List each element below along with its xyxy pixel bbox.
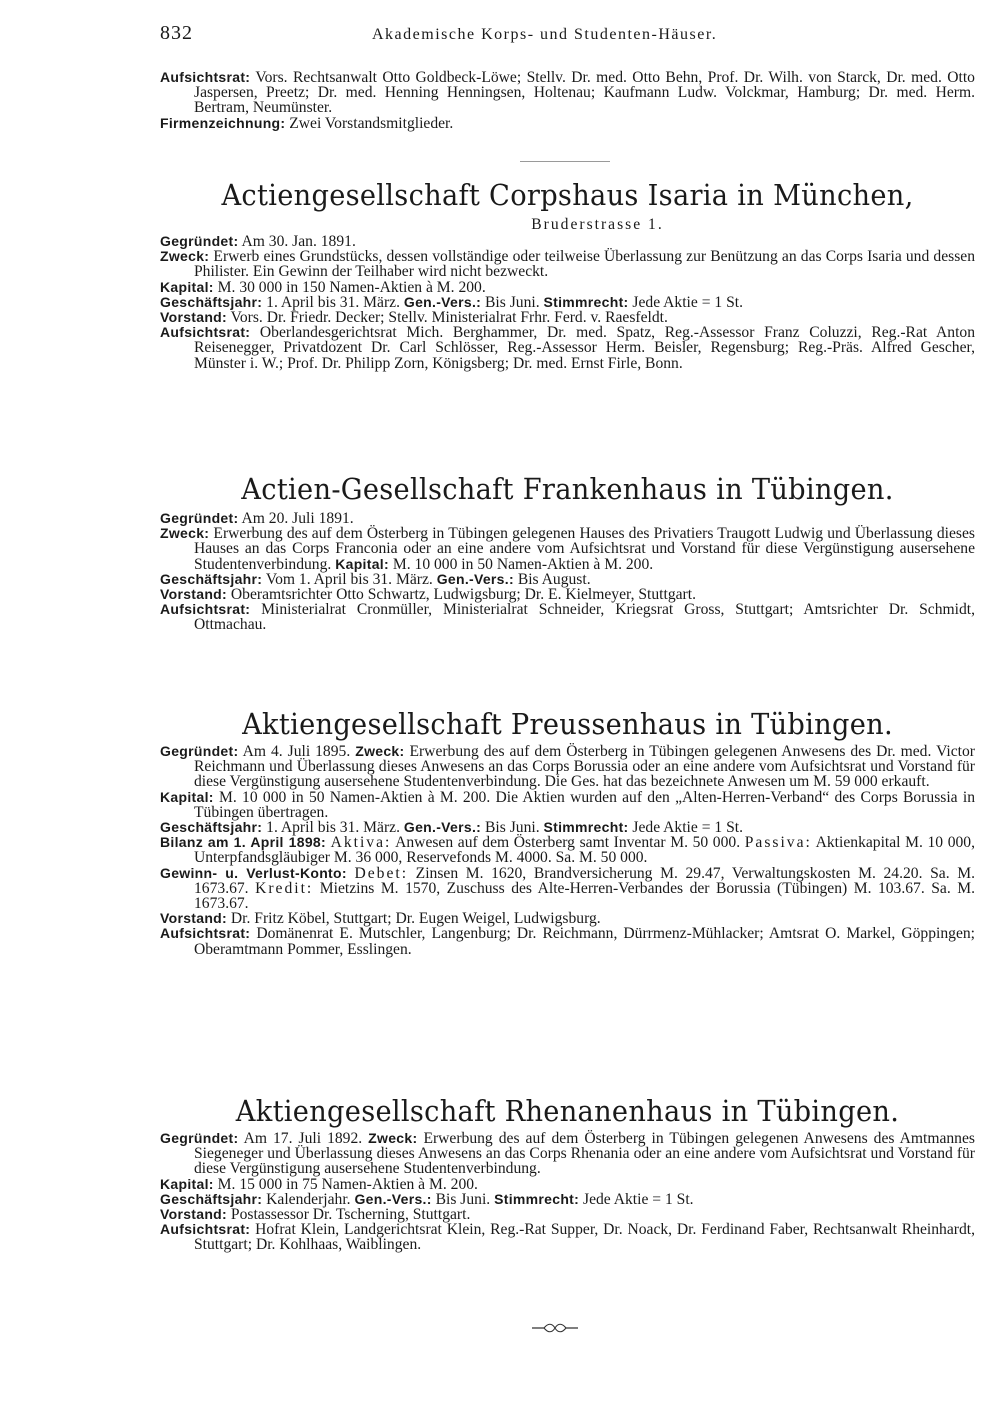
entry-text: Dr. Fritz Köbel, Stuttgart; Dr. Eugen Weigel, Ludwigsburg. xyxy=(230,910,601,928)
entry-text: Erwerbung des auf dem Österberg in Tübingen gelegenen Anwesens des Amtmannes Siegeneger und Überlassung dieses Anwesens an das Corps Rhenania oder an eine andere vom Aufsichtsrat und Vorstand für diese Vergünstigung ausersehene Studentenverbindung. xyxy=(194,1130,975,1178)
entry-label: Aufsichtsrat: xyxy=(160,601,251,618)
entry-aufsichtsrat xyxy=(160,926,975,956)
entry-aufsichtsrat xyxy=(160,325,975,371)
entry-label: Aufsichtsrat: xyxy=(160,925,251,942)
entry-text: Hofrat Klein, Landgerichtsrat Klein, Reg.-Rat Supper, Dr. Noack, Dr. Ferdinand Faber, Rechtsanwalt Rheinhardt, Stuttgart; Dr. Kohlhaas, Waiblingen. xyxy=(194,1221,975,1254)
entry-text: 1. April bis 31. März. xyxy=(266,819,400,837)
entry-kapital xyxy=(160,280,975,295)
entry-bilanz xyxy=(160,835,975,865)
entry-label: Zweck: xyxy=(355,743,405,759)
entry-gegruendet-zweck xyxy=(160,1131,975,1177)
entry-text: Jede Aktie = 1 St. xyxy=(632,819,743,837)
entry-kapital xyxy=(160,790,975,820)
entry-label: Zweck: xyxy=(368,1130,418,1146)
entry-text: Erwerbung des auf dem Österberg in Tübingen gelegenen Anwesens des Dr. med. Victor Reichmann und Überlassung dieses Anwesens an das Corps Borussia oder an eine andere vom Aufsichtsrat und Vorstand für diese Vergünstigung ausersehene Studentenverbindung. Die Ges. hat das bezeichnete Anwesen um M. 59 000 erkauft. xyxy=(194,743,975,791)
entry-gegruendet-zweck xyxy=(160,744,975,790)
entry-geschaeftsjahr xyxy=(160,572,975,587)
section-body-frankenhaus xyxy=(160,511,975,633)
entry-sublabel: Kredit: xyxy=(255,879,314,897)
entry-geschaeftsjahr xyxy=(160,1192,975,1207)
entry-gegruendet xyxy=(160,511,975,526)
entry-kapital xyxy=(160,1177,975,1192)
entry-label: Aufsichtsrat: xyxy=(160,1221,251,1238)
entry-label: Zweck: xyxy=(160,248,210,265)
entry-text: Am 30. Jan. 1891. xyxy=(241,233,356,250)
entry-text: Vom 1. April bis 31. März. xyxy=(265,570,433,588)
entry-text: Postassessor Dr. Tscherning, Stuttgart. xyxy=(230,1206,471,1224)
entry-label: Gegründet: xyxy=(160,233,239,249)
running-title: Akademische Korps- und Studenten-Häuser. xyxy=(372,26,718,43)
entry-label: Gen.-Vers.: xyxy=(354,1190,432,1207)
entry-text: Kalenderjahr. xyxy=(266,1190,351,1208)
entry-label: Stimmrecht: xyxy=(543,819,629,836)
entry-firmenzeichnung xyxy=(160,116,975,131)
entry-label: Gegründet: xyxy=(160,743,239,759)
section-title-isaria: Actiengesellschaft Corpshaus Isaria in München, xyxy=(221,178,914,212)
entry-label: Gewinn- u. Verlust-Konto: xyxy=(160,864,347,881)
entry-vorstand xyxy=(160,1207,975,1222)
entry-text: Jede Aktie = 1 St. xyxy=(583,1190,694,1208)
entry-label: Vorstand: xyxy=(160,586,227,603)
entry-gegruendet xyxy=(160,234,975,249)
entry-label: Aufsichtsrat: xyxy=(160,69,251,85)
entry-text: 1. April bis 31. März. xyxy=(266,293,400,311)
entry-text: Erwerb eines Grundstücks, dessen vollständige oder teilweise Überlassung zur Benützung an das Corps Isaria und dessen Philister. Ein Gewinn der Teilhaber wird nicht bezweckt. xyxy=(194,248,975,281)
entry-aufsichtsrat xyxy=(160,70,975,116)
entry-label: Gegründet: xyxy=(160,510,239,526)
entry-text: Zwei Vorstandsmitglieder. xyxy=(289,114,454,132)
entry-text: Vors. Rechtsanwalt Otto Goldbeck-Löwe; Stellv. Dr. med. Otto Behn, Prof. Dr. Wilh. von Starck, Dr. med. Otto Jaspersen, Preetz; Dr. med. Henning Henningsen, Holtenau; Kaufmann Ludw. Volckmar, Hamburg; Dr. med. Herm. Bertram, Neumünster. xyxy=(194,69,975,117)
entry-text: Oberamtsrichter Otto Schwartz, Ludwigsburg; Dr. E. Kielmeyer, Stuttgart. xyxy=(230,586,696,604)
entry-vorstand xyxy=(160,310,975,325)
end-ornament-icon xyxy=(530,1322,580,1334)
entry-text: Mietzins M. 1570, Zuschuss des Alte-Herren-Verbandes der Borussia (Tübingen) M. 103.67. Sa. M. 1673.67. xyxy=(194,879,975,913)
entry-zweck xyxy=(160,526,975,572)
entry-text: Vors. Dr. Friedr. Decker; Stellv. Ministerialrat Frhr. Ferd. v. Raesfeldt. xyxy=(230,309,668,327)
entry-label: Kapital: xyxy=(160,278,214,295)
entry-text: Jede Aktie = 1 St. xyxy=(632,293,743,311)
entry-label: Gen.-Vers.: xyxy=(403,293,482,310)
separator-line xyxy=(520,161,610,162)
entry-label: Zweck: xyxy=(160,525,210,542)
entry-text: M. 10 000 in 50 Namen-Aktien à M. 200. Die Aktien wurden auf den „Alten-Herren-Verband“ des Corps Borussia in Tübingen übertragen. xyxy=(194,788,975,821)
entry-text: Am 20. Juli 1891. xyxy=(241,510,354,527)
entry-label: Gen.-Vers.: xyxy=(403,819,482,836)
entry-label: Bilanz am 1. April 1898: xyxy=(160,834,326,851)
entry-text: Bis August. xyxy=(517,570,591,588)
entry-text: Aktienkapital M. 10 000, Unterpfandsgläubiger M. 36 000, Reservefonds M. 4000. Sa. M. 50 000. xyxy=(194,834,975,867)
section-body-isaria xyxy=(160,234,975,371)
entry-label: Gen.-Vers.: xyxy=(436,570,514,587)
page-header xyxy=(160,22,960,52)
entry-label: Vorstand: xyxy=(160,910,227,927)
entry-geschaeftsjahr xyxy=(160,295,975,310)
section-subtitle-isaria: Bruderstrasse 1. xyxy=(531,216,664,233)
entry-text: Zinsen M. 1620, Brandversicherung M. 29.47, Verwaltungskosten M. 24.20. Sa. M. 1673.67. xyxy=(194,864,975,897)
entry-text: M. 30 000 in 150 Namen-Aktien à M. 200. xyxy=(217,278,486,296)
entry-text: Anwesen auf dem Österberg samt Inventar M. 50 000. xyxy=(395,834,741,852)
section-title-rhenanenhaus: Aktiengesellschaft Rhenanenhaus in Tübingen. xyxy=(235,1094,900,1128)
entry-text: Domänenrat E. Mutschler, Langenburg; Dr. Reichmann, Dürrmenz-Mühlacker; Amtsrat O. Markel, Göppingen; Oberamtmann Pommer, Esslingen. xyxy=(194,925,975,958)
entry-text: Oberlandesgerichtsrat Mich. Berghammer, Dr. med. Spatz, Reg.-Assessor Franz Coluzzi, Reg.-Rat Anton Reisenegger, Privatdozent Dr. Carl Schlösser, Reg.-Assessor Herm. Beisler, Regensburg; Reg.-Präs. Alfred Gescher, Münster i. W.; Prof. Dr. Philipp Zorn, Königsberg; Dr. med. Ernst Firle, Bonn. xyxy=(194,324,975,372)
entry-text: M. 15 000 in 75 Namen-Aktien à M. 200. xyxy=(217,1175,478,1193)
entry-label: Kapital: xyxy=(335,555,389,572)
entry-label: Geschäftsjahr: xyxy=(160,293,263,310)
section-title-frankenhaus: Actien-Gesellschaft Frankenhaus in Tübingen. xyxy=(241,472,894,506)
entry-label: Stimmrecht: xyxy=(494,1190,580,1207)
entry-label: Geschäftsjahr: xyxy=(160,819,263,836)
page-number: 832 xyxy=(160,22,193,44)
entry-text: Am 17. Juli 1892. xyxy=(243,1130,363,1147)
entry-text: Bis Juni. xyxy=(485,293,540,311)
entry-aufsichtsrat xyxy=(160,1222,975,1252)
entry-text: Ministerialrat Cronmüller, Ministerialrat Schneider, Kriegsrat Gross, Stuttgart; Amtsrichter Dr. Schmidt, Ottmachau. xyxy=(194,601,975,634)
entry-geschaeftsjahr xyxy=(160,820,975,835)
entry-sublabel: Aktiva: xyxy=(330,834,392,852)
entry-aufsichtsrat xyxy=(160,602,975,632)
entry-sublabel: Passiva: xyxy=(744,834,812,852)
entry-label: Vorstand: xyxy=(160,309,227,326)
entry-label: Kapital: xyxy=(160,1175,214,1192)
entry-sublabel: Debet: xyxy=(354,864,409,882)
entry-text: Erwerbung des auf dem Österberg in Tübingen gelegenen Hauses des Privatiers Traugott Ludwig und Überlassung dieses Hauses an das Corps Franconia oder an eine andere vom Aufsichtsrat und Vorstand für diese Vergünstigung ausersehene Studentenverbindung. xyxy=(194,525,975,573)
entry-label: Firmenzeichnung: xyxy=(160,114,286,131)
section-title-preussenhaus: Aktiengesellschaft Preussenhaus in Tübingen. xyxy=(242,707,893,741)
entry-label: Geschäftsjahr: xyxy=(160,1190,263,1207)
entry-text: M. 10 000 in 50 Namen-Aktien à M. 200. xyxy=(392,555,654,573)
continuation-block xyxy=(160,70,975,131)
entry-zweck xyxy=(160,249,975,279)
section-body-rhenanenhaus xyxy=(160,1131,975,1253)
entry-text: Bis Juni. xyxy=(485,819,540,837)
entry-label: Geschäftsjahr: xyxy=(160,570,263,587)
entry-label: Aufsichtsrat: xyxy=(160,324,251,341)
entry-vorstand xyxy=(160,911,975,926)
entry-vorstand xyxy=(160,587,975,602)
entry-label: Stimmrecht: xyxy=(543,293,629,310)
entry-text: Am 4. Juli 1895. xyxy=(242,743,351,760)
entry-label: Gegründet: xyxy=(160,1130,239,1146)
entry-text: Bis Juni. xyxy=(435,1190,491,1208)
entry-label: Kapital: xyxy=(160,788,214,805)
entry-gewinn-verlust xyxy=(160,866,975,912)
section-body-preussenhaus xyxy=(160,744,975,957)
entry-label: Vorstand: xyxy=(160,1206,227,1223)
